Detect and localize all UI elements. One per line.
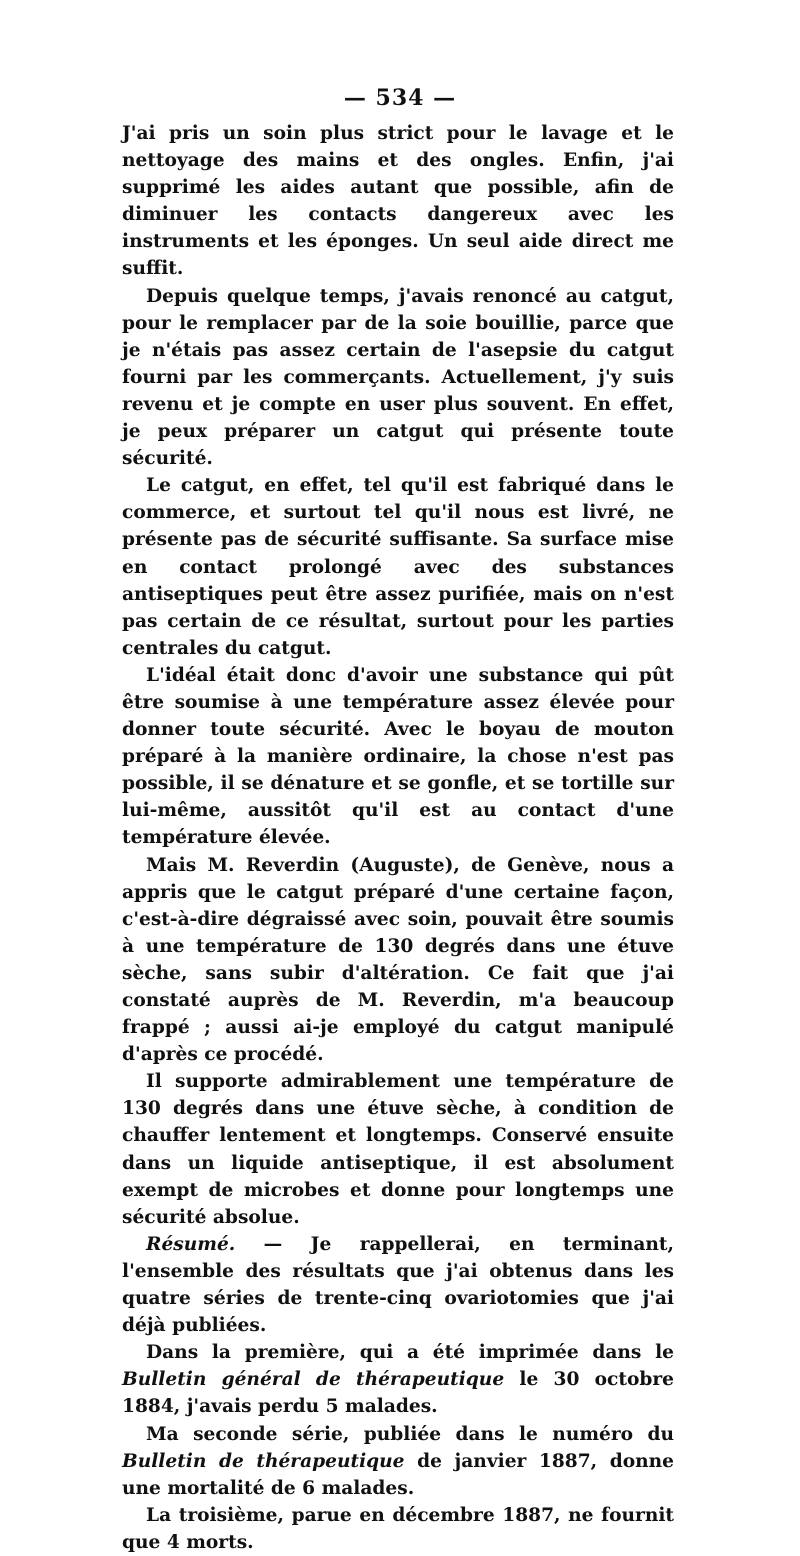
series-1-before: Dans la première, qui a été imprimée dans le xyxy=(146,1342,674,1364)
series-1-title: Bulletin général de thérapeutique xyxy=(122,1369,505,1391)
series-2-title: Bulletin de thérapeutique xyxy=(122,1450,405,1472)
paragraph: Il supporte admirablement une température de 130 degrés dans une étuve sèche, à condition de chauffer lentement et longtemps. Conservé ensuite dans un liquide antiseptique, il est absolument exempt de microbes et donne pour longtemps une sécurité absolue. xyxy=(122,1071,674,1228)
paragraph: Depuis quelque temps, j'avais renoncé au catgut, pour le remplacer par de la soie bouillie, parce que je n'étais pas assez certain de l'asepsie du catgut fourni par les commerçants. Actuellement, j'y suis revenu et je compte en user plus souvent. En effet, je peux préparer un catgut qui présente toute sécurité. xyxy=(122,285,674,470)
body-text xyxy=(122,120,674,1556)
series-paragraph-1 xyxy=(122,1339,674,1420)
resume-label: Résumé. xyxy=(146,1233,236,1255)
series-2-after: de janvier 1887, donne une mortalité de 6 malades. xyxy=(122,1450,674,1499)
resume-text: — Je rappellerai, en terminant, l'ensemble des résultats que j'ai obtenus dans les quatre séries de trente-cinq ovariotomies que j'ai déjà publiées. xyxy=(122,1233,674,1337)
series-1-after: le 30 octobre 1884, j'avais perdu 5 malades. xyxy=(122,1369,674,1418)
series-2-before: Ma seconde série, publiée dans le numéro du xyxy=(146,1423,674,1445)
series-paragraph-2 xyxy=(122,1421,674,1502)
paragraph: Mais M. Reverdin (Auguste), de Genève, nous a appris que le catgut préparé d'une certaine façon, c'est-à-dire dégraissé avec soin, pouvait être soumis à une température de 130 degrés dans une étuve sèche, sans subir d'altération. Ce fait que j'ai constaté auprès de M. Reverdin, m'a beaucoup frappé ; aussi ai-je employé du catgut manipulé d'après ce procédé. xyxy=(122,854,674,1066)
paragraph: L'idéal était donc d'avoir une substance qui pût être soumise à une température assez élevée pour donner toute sécurité. Avec le boyau de mouton préparé à la manière ordinaire, la chose n'est pas possible, il se dénature et se gonfle, et se tortille sur lui-même, aussitôt qu'il est au contact d'une température élevée. xyxy=(122,664,674,849)
paragraph: Le catgut, en effet, tel qu'il est fabriqué dans le commerce, et surtout tel qu'il nous est livré, ne présente pas de sécurité suffisante. Sa surface mise en contact prolongé avec des substances antiseptiques peut être assez purifiée, mais on n'est pas certain de ce résultat, surtout pour les parties centrales du catgut. xyxy=(122,475,674,659)
page-number: — 534 — xyxy=(343,85,457,111)
series-paragraph-3: La troisième, parue en décembre 1887, ne fournit que 4 morts. xyxy=(122,1504,674,1553)
resume-paragraph xyxy=(122,1231,674,1339)
paragraph: J'ai pris un soin plus strict pour le lavage et le nettoyage des mains et des ongles. Enfin, j'ai supprimé les aides autant que possible, afin de diminuer les contacts dangereux avec les instruments et les éponges. Un seul aide direct me suffit. xyxy=(122,123,674,280)
